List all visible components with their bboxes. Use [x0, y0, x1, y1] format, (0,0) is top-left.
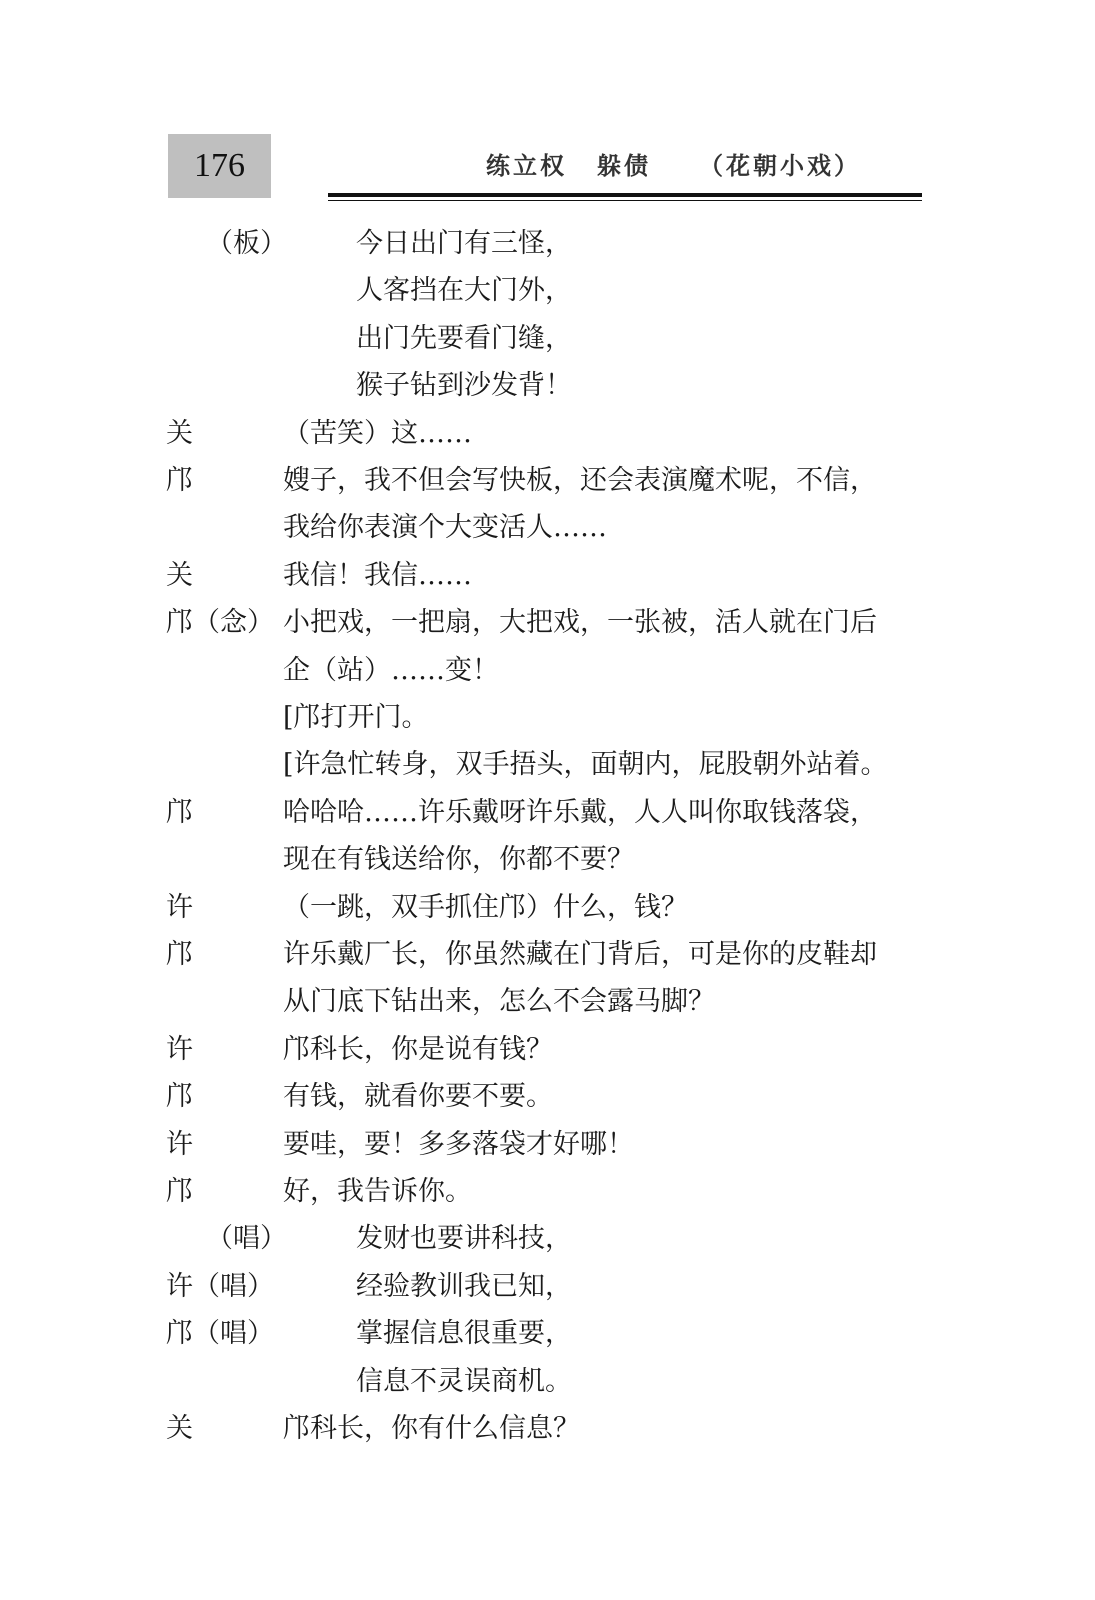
script-line [0, 508, 1000, 548]
speaker-label: 邝 [166, 1081, 193, 1113]
dialogue-text: 我给你表演个大变活人…… [283, 512, 607, 544]
speaker-label: 邝 [166, 1176, 193, 1207]
dialogue-text: 掌握信息很重要， [356, 1318, 572, 1350]
script-line [0, 1030, 1000, 1070]
speaker-label: 许 [166, 1128, 193, 1160]
script-line [0, 1409, 1000, 1449]
dialogue-text: 人客挡在大门外， [356, 275, 572, 307]
dialogue-text: 猴子钻到沙发背！ [356, 370, 572, 402]
speaker-label: 关 [166, 1413, 193, 1444]
running-head-title: 躲债 [597, 151, 651, 180]
speaker-label: 关 [166, 417, 193, 449]
page-number-box [168, 134, 271, 198]
script-line [0, 1314, 1000, 1354]
dialogue-text: （苦笑）这…… [283, 417, 472, 449]
script-line [0, 1219, 1000, 1259]
speaker-label: 邝（唱） [166, 1318, 274, 1350]
script-line [0, 603, 1000, 643]
script-line [0, 840, 1000, 880]
script-line [0, 1077, 1000, 1117]
dialogue-text: 要哇，要！多多落袋才好哪！ [283, 1128, 634, 1160]
script-line [0, 224, 1000, 264]
dialogue-text: 我信！我信…… [283, 559, 472, 591]
dialogue-text: 小把戏，一把扇，大把戏，一张被，活人就在门后 [283, 607, 877, 639]
script-line [0, 414, 1000, 454]
speaker-label: 邝 [166, 465, 193, 496]
script-line [0, 651, 1000, 691]
dialogue-text: 信息不灵误商机。 [356, 1365, 572, 1397]
header-rule-thin [328, 200, 922, 201]
dialogue-text: 现在有钱送给你，你都不要？ [283, 844, 634, 876]
dialogue-text: 哈哈哈……许乐戴呀许乐戴，人人叫你取钱落袋， [283, 796, 877, 828]
script-line [0, 935, 1000, 975]
speaker-label: 邝（念） [166, 607, 274, 639]
script-line [0, 793, 1000, 833]
dialogue-text: 经验教训我已知， [356, 1270, 572, 1302]
dialogue-text: （一跳，双手抓住邝）什么，钱？ [283, 891, 688, 923]
script-line [0, 461, 1000, 501]
speaker-label: 许（唱） [166, 1270, 274, 1302]
dialogue-text: 发财也要讲科技， [356, 1223, 572, 1255]
dialogue-text: 有钱，就看你要不要。 [283, 1081, 553, 1113]
script-line [0, 888, 1000, 928]
script-line [0, 556, 1000, 596]
speaker-label: （唱） [206, 1223, 287, 1255]
running-head-author: 练立权 [486, 151, 567, 180]
speaker-label: （板） [206, 228, 287, 259]
script-line [0, 1172, 1000, 1212]
script-line [0, 698, 1000, 738]
dialogue-text: 嫂子，我不但会写快板，还会表演魔术呢，不信， [283, 465, 877, 496]
stage-direction: [邝打开门。 [283, 702, 429, 733]
speaker-label: 关 [166, 559, 193, 591]
dialogue-text: 今日出门有三怪， [356, 228, 572, 259]
stage-direction: [许急忙转身，双手捂头，面朝内，屁股朝外站着。 [283, 749, 888, 781]
page-number: 176 [194, 147, 245, 184]
dialogue-text: 邝科长，你有什么信息？ [283, 1413, 580, 1444]
script-line [0, 319, 1000, 359]
dialogue-text: 邝科长，你是说有钱？ [283, 1033, 553, 1065]
speaker-label: 邝 [166, 939, 193, 970]
dialogue-text: 许乐戴厂长，你虽然藏在门背后，可是你的皮鞋却 [283, 939, 877, 970]
speaker-label: 许 [166, 1033, 193, 1065]
header-rule-thick [328, 193, 922, 197]
script-line [0, 1362, 1000, 1402]
dialogue-text: 企（站）……变！ [283, 654, 499, 686]
dialogue-text: 好，我告诉你。 [283, 1176, 472, 1207]
dialogue-text: 从门底下钻出来，怎么不会露马脚？ [283, 986, 715, 1018]
script-line [0, 366, 1000, 406]
running-head-genre: （花朝小戏） [699, 151, 861, 180]
speaker-label: 许 [166, 891, 193, 923]
script-line [0, 745, 1000, 785]
running-head [486, 146, 861, 181]
script-line [0, 271, 1000, 311]
script-line [0, 1267, 1000, 1307]
script-line [0, 1125, 1000, 1165]
dialogue-text: 出门先要看门缝， [356, 322, 572, 354]
script-line [0, 982, 1000, 1022]
speaker-label: 邝 [166, 796, 193, 828]
